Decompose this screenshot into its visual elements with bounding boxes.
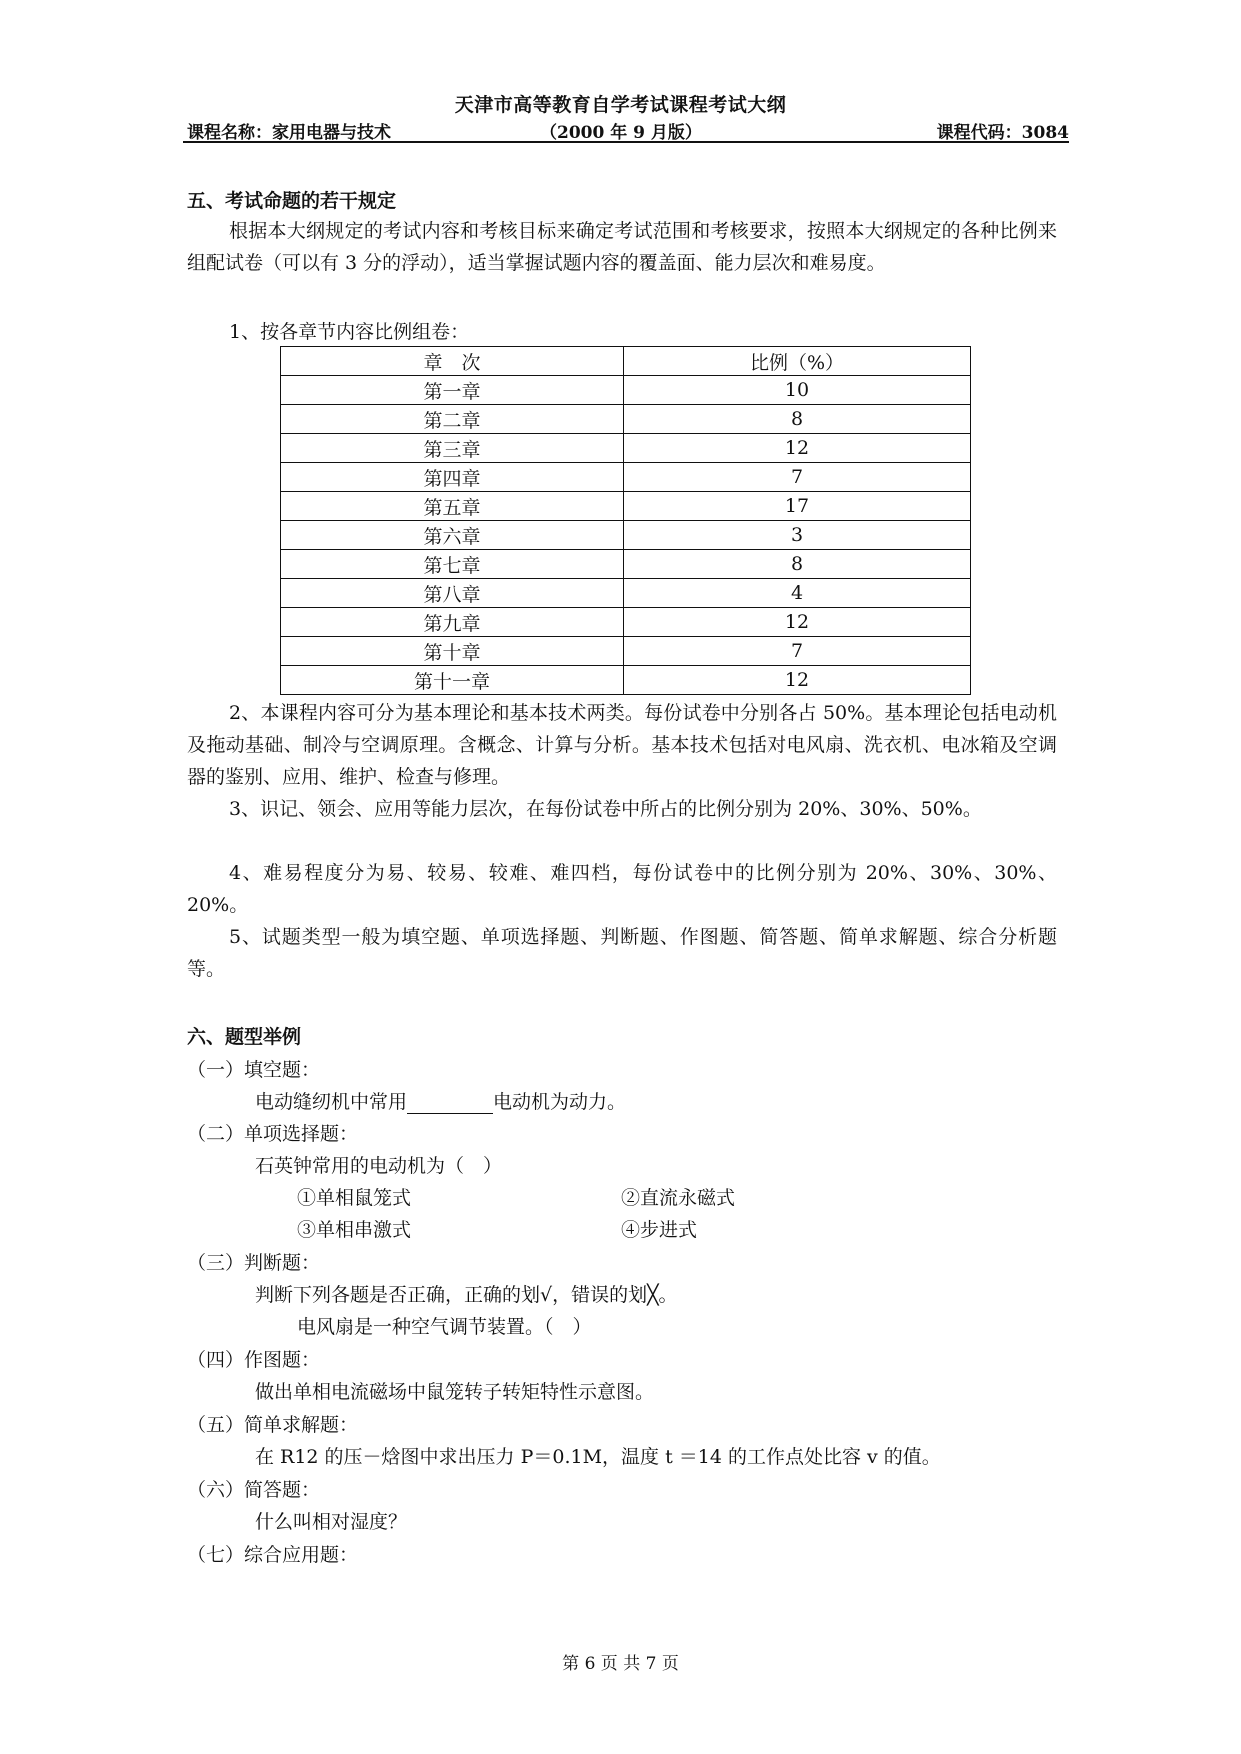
section6-title: 六、题型举例	[187, 1026, 302, 1048]
q4-text: 做出单相电流磁场中鼠笼转子转矩特性示意图。	[255, 1381, 655, 1403]
table-row	[281, 463, 971, 492]
q2-text: 石英钟常用的电动机为（ ）	[255, 1155, 503, 1177]
chapter-ratio-table	[280, 346, 971, 695]
table-row	[281, 521, 971, 550]
section5-title: 五、考试命题的若干规定	[187, 190, 397, 212]
q3-item: 电风扇是一种空气调节装置。（ ）	[297, 1316, 592, 1338]
q5-label: （五）简单求解题：	[187, 1414, 359, 1436]
chapter-cell: 第七章	[281, 550, 624, 579]
q4-label: （四）作图题：	[187, 1349, 321, 1371]
table-row	[281, 376, 971, 405]
chapter-cell: 第二章	[281, 405, 624, 434]
chapter-cell: 第三章	[281, 434, 624, 463]
q2-label: （二）单项选择题：	[187, 1123, 359, 1145]
chapter-cell: 第八章	[281, 579, 624, 608]
q1-label: （一）填空题：	[187, 1059, 321, 1081]
header-ratio: 比例（%）	[624, 347, 971, 376]
chapter-cell: 第十一章	[281, 666, 624, 695]
item1-text: 1、按各章节内容比例组卷：	[229, 321, 470, 343]
header-divider	[183, 141, 1069, 143]
page-number: 第 6 页 共 7 页	[562, 1654, 679, 1674]
table-row	[281, 405, 971, 434]
table-header-row	[281, 347, 971, 376]
item3-text: 3、识记、领会、应用等能力层次，在每份试卷中所占的比例分别为 20%、30%、50%。	[229, 798, 982, 820]
table-row	[281, 608, 971, 637]
table-row	[281, 579, 971, 608]
table-row	[281, 550, 971, 579]
q2-option-1: ①单相鼠笼式	[297, 1187, 412, 1209]
ratio-cell: 8	[624, 550, 971, 579]
chapter-cell: 第一章	[281, 376, 624, 405]
q2-option-2: ②直流永磁式	[621, 1187, 736, 1209]
ratio-cell: 8	[624, 405, 971, 434]
chapter-cell: 第四章	[281, 463, 624, 492]
ratio-cell: 10	[624, 376, 971, 405]
q2-option-4: ④步进式	[621, 1219, 698, 1241]
section5-intro: 根据本大纲规定的考试内容和考核目标来确定考试范围和考核要求，按照本大纲规定的各种比例来组配试卷（可以有 3 分的浮动），适当掌握试题内容的覆盖面、能力层次和难易度。	[187, 220, 1057, 274]
course-name: 课程名称：家用电器与技术	[187, 123, 391, 143]
q1-text-before: 电动缝纫机中常用	[255, 1091, 408, 1113]
q6-label: （六）简答题：	[187, 1479, 321, 1501]
ratio-cell: 3	[624, 521, 971, 550]
chapter-cell: 第六章	[281, 521, 624, 550]
document-title: 天津市高等教育自学考试课程考试大纲	[454, 94, 787, 116]
ratio-cell: 12	[624, 434, 971, 463]
ratio-cell: 12	[624, 608, 971, 637]
q7-label: （七）综合应用题：	[187, 1544, 359, 1566]
chapter-cell: 第五章	[281, 492, 624, 521]
q1-text-after: 电动机为动力。	[493, 1091, 627, 1113]
header-chapter: 章 次	[281, 347, 624, 376]
chapter-cell: 第九章	[281, 608, 624, 637]
ratio-cell: 17	[624, 492, 971, 521]
q6-text: 什么叫相对湿度？	[255, 1511, 408, 1533]
table-row	[281, 666, 971, 695]
ratio-cell: 4	[624, 579, 971, 608]
item2-text: 2、本课程内容可分为基本理论和基本技术两类。每份试卷中分别各占 50%。基本理论包括电动机及拖动基础、制冷与空调原理。含概念、计算与分析。基本技术包括对电风扇、洗衣机、电冰箱及空调器的鉴别、应用、维护、检查与修理。	[187, 702, 1057, 788]
table-row	[281, 434, 971, 463]
course-code: 课程代码：3084	[936, 123, 1069, 143]
chapter-cell: 第十章	[281, 637, 624, 666]
ratio-cell: 7	[624, 463, 971, 492]
edition-label: （2000 年 9 月版）	[540, 123, 702, 143]
item4-text: 4、难易程度分为易、较易、较难、难四档，每份试卷中的比例分别为 20%、30%、30%、20%。	[187, 862, 1057, 916]
q2-option-3: ③单相串激式	[297, 1219, 412, 1241]
ratio-cell: 12	[624, 666, 971, 695]
table-row	[281, 637, 971, 666]
q3-text: 判断下列各题是否正确，正确的划√，错误的划╳。	[255, 1284, 678, 1306]
fill-blank	[407, 1093, 493, 1114]
q3-label: （三）判断题：	[187, 1252, 321, 1274]
q1-text	[255, 1087, 626, 1114]
item5-text: 5、试题类型一般为填空题、单项选择题、判断题、作图题、简答题、简单求解题、综合分析题等。	[187, 926, 1057, 980]
ratio-cell: 7	[624, 637, 971, 666]
q5-text: 在 R12 的压－焓图中求出压力 P＝0.1M，温度 t ＝14 的工作点处比容 v 的值。	[255, 1446, 941, 1468]
table-row	[281, 492, 971, 521]
